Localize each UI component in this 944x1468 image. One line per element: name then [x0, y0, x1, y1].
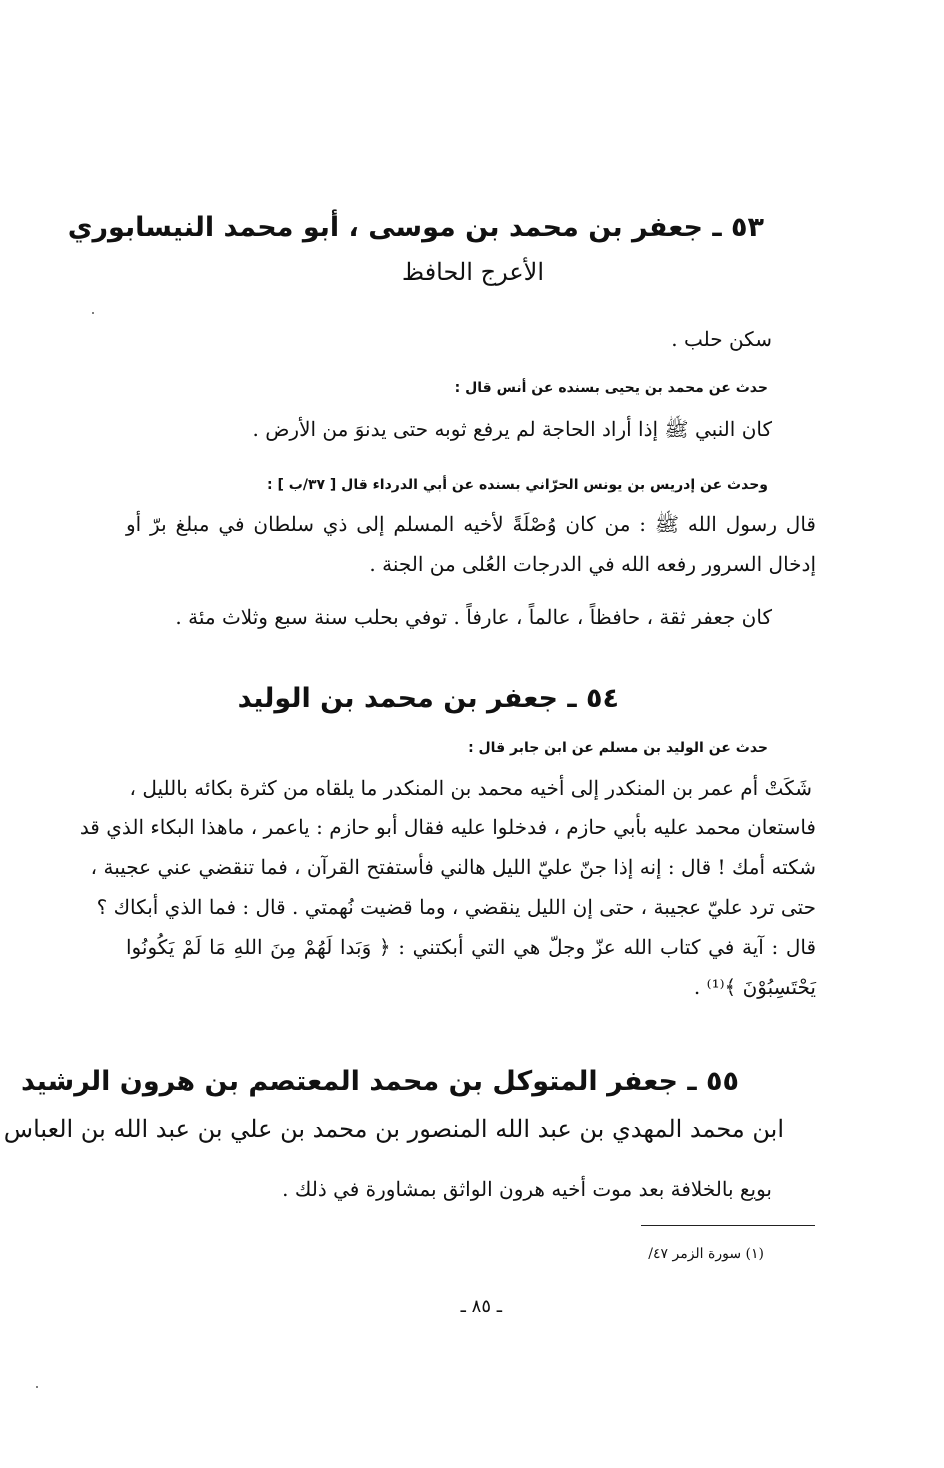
- entry-53-hadith-1: كان النبي ﷺ إذا أراد الحاجة لم يرفع ثوبه حتى يدنوَ من الأرض .: [252, 417, 772, 441]
- entry-54-line-2: فاستعان محمد عليه بأبي حازم ، فدخلوا عليه فقال أبو حازم : ياعمر ، ماهذا البكاء الذي قد: [79, 815, 816, 839]
- entry-53-summary: كان جعفر ثقة ، حافظاً ، عالماً ، عارفاً . توفي بحلب سنة سبع وثلاث مئة .: [175, 605, 772, 629]
- entry-54-line-6: يَحْتَسِبُوْنَ ﴾⁽¹⁾ .: [693, 975, 816, 999]
- entry-55-title: ٥٥ ـ جعفر المتوكل بن محمد المعتصم بن هرون الرشيد: [21, 1066, 739, 1097]
- entry-54-isnad: حدث عن الوليد بن مسلم عن ابن جابر قال :: [468, 740, 768, 756]
- entry-53-subtitle: الأعرج الحافظ: [401, 258, 544, 286]
- footnote-rule: [641, 1225, 815, 1226]
- scan-speck: [36, 1386, 38, 1388]
- entry-54-title: ٥٤ ـ جعفر بن محمد بن الوليد: [237, 683, 619, 714]
- entry-54-line-5: قال : آية في كتاب الله عزّ وجلّ هي التي أبكتني : ﴿ وَبَدا لَهُمْ مِنَ اللهِ مَا لَمْ يَكُونُوا: [126, 935, 816, 959]
- entry-54-line-4: حتى ترد عليّ عجيبة ، حتى إن الليل ينقضي ، وما قضيت نُهمتي . قال : فما الذي أبكاك ؟: [96, 895, 816, 919]
- entry-54-line-1: شَكَتْ أم عمر بن المنكدر إلى أخيه محمد بن المنكدر ما يلقاه من كثرة بكائه بالليل ،: [129, 776, 812, 800]
- scan-speck: [92, 312, 94, 314]
- entry-54-line-3: شكته أمك ! قال : إنه إذا جنّ عليّ الليل هالني فأستفتح القرآن ، فما تنقضي عني عجيبة ،: [90, 855, 816, 879]
- entry-55-body: بويع بالخلافة بعد موت أخيه هرون الواثق بمشاورة في ذلك .: [282, 1177, 772, 1201]
- entry-53-hadith-2-line-2: إدخال السرور رفعه الله في الدرجات العُلى من الجنة .: [369, 552, 816, 576]
- entry-55-lineage: ابن محمد المهدي بن عبد الله المنصور بن محمد بن علي بن عبد الله بن العباس: [3, 1115, 784, 1143]
- entry-53-hadith-2-line-1: قال رسول الله ﷺ : من كان وُصْلَةً لأخيه المسلم إلى ذي سلطان في مبلغ برّ أو: [126, 512, 816, 536]
- entry-53-isnad-2: وحدث عن إدريس بن يونس الحرّاني بسنده عن أبي الدرداء قال [ ٣٧/ب ] :: [267, 477, 768, 493]
- entry-53-residence: سكن حلب .: [671, 327, 772, 351]
- page-number: ـ ٨٥ ـ: [460, 1296, 502, 1317]
- entry-53-title: ٥٣ ـ جعفر بن محمد بن موسى ، أبو محمد النيسابوري: [67, 212, 764, 243]
- entry-53-isnad-1: حدث عن محمد بن يحيى بسنده عن أنس قال :: [454, 380, 768, 396]
- footnote: (١) سورة الزمر ٤٧/: [648, 1246, 764, 1262]
